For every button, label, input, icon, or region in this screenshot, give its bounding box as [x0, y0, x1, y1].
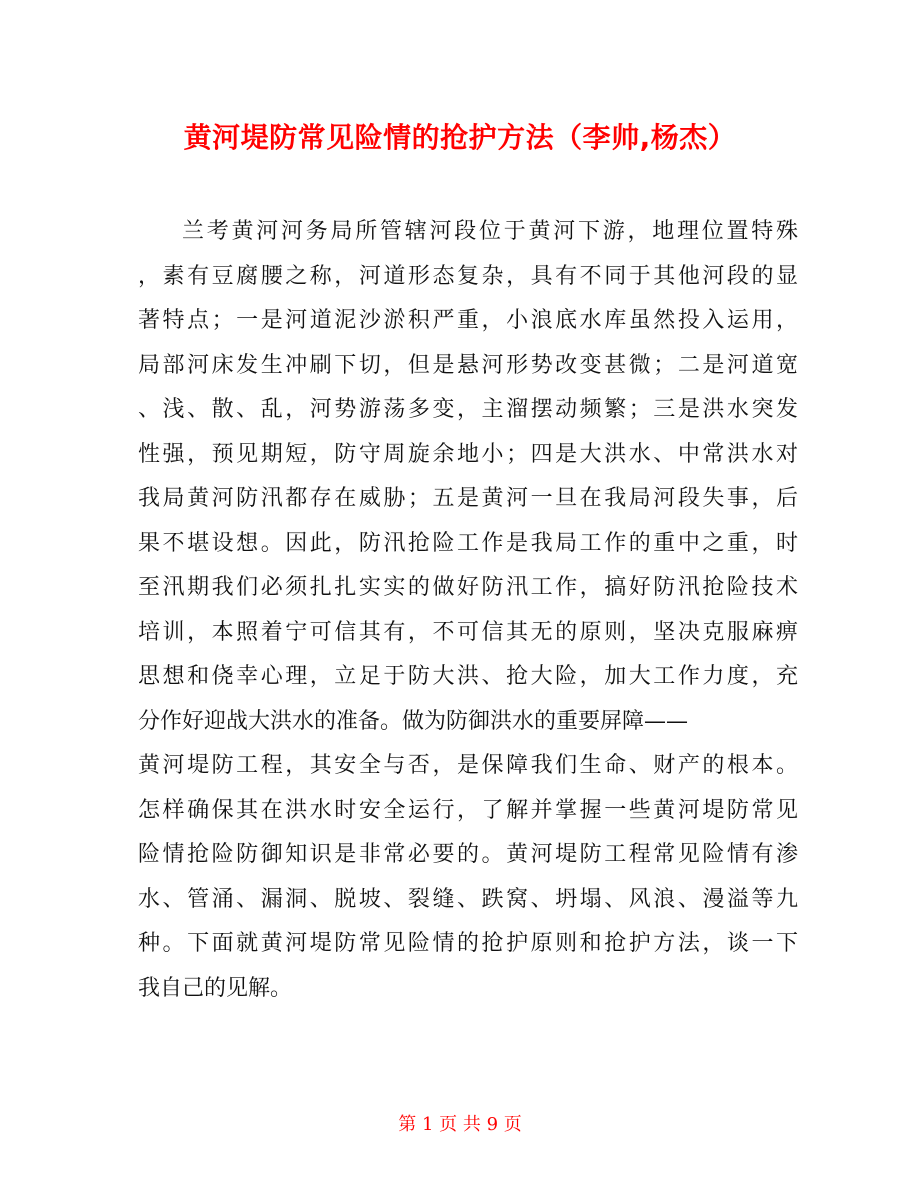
- paragraph-line: 局部河床发生冲刷下切，但是悬河形势改变甚微；二是河道宽: [138, 352, 798, 378]
- paragraph-line: 、浅、散、乱，河势游荡多变，主溜摆动频繁；三是洪水突发: [138, 397, 798, 422]
- document-body: [138, 210, 798, 1011]
- paragraph-line: ，素有豆腐腰之称，河道形态复杂，具有不同于其他河段的显: [138, 263, 798, 289]
- paragraph-line: 培训，本照着宁可信其有，不可信其无的原则，坚决克服麻痹: [138, 619, 798, 645]
- paragraph-line: 思想和侥幸心理，立足于防大洪、抢大险，加大工作力度，充: [138, 664, 798, 689]
- paragraph-line: 至汛期我们必须扎扎实实的做好防汛工作，搞好防汛抢险技术: [138, 575, 798, 600]
- paragraph-line: 种。下面就黄河堤防常见险情的抢护原则和抢护方法，谈一下: [138, 931, 798, 956]
- paragraph-line: 果不堪设想。因此，防汛抢险工作是我局工作的重中之重，时: [138, 530, 798, 556]
- paragraph-line: 黄河堤防工程，其安全与否，是保障我们生命、财产的根本。: [138, 753, 798, 778]
- paragraph-line: 我局黄河防汛都存在威胁；五是黄河一旦在我局河段失事，后: [138, 486, 798, 511]
- paragraph-line: 险情抢险防御知识是非常必要的。黄河堤防工程常见险情有渗: [138, 842, 798, 867]
- paragraph-line: 怎样确保其在洪水时安全运行，了解并掌握一些黄河堤防常见: [138, 797, 798, 823]
- paragraph-line: 著特点；一是河道泥沙淤积严重，小浪底水库虽然投入运用，: [138, 308, 798, 333]
- page-number-footer: 第 1 页 共 9 页: [398, 1114, 522, 1135]
- paragraph-line: 性强，预见期短，防守周旋余地小；四是大洪水、中常洪水对: [138, 441, 798, 467]
- paragraph-line: 水、管涌、漏洞、脱坡、裂缝、跌窝、坍塌、风浪、漫溢等九: [138, 886, 798, 912]
- paragraph-line: 分作好迎战大洪水的准备。做为防御洪水的重要屏障——: [138, 708, 689, 734]
- paragraph-line: 兰考黄河河务局所管辖河段位于黄河下游，地理位置特殊: [182, 219, 798, 244]
- paragraph-line: 我自己的见解。: [138, 975, 293, 1001]
- document-title: 黄河堤防常见险情的抢护方法（李帅,杨杰）: [183, 121, 737, 154]
